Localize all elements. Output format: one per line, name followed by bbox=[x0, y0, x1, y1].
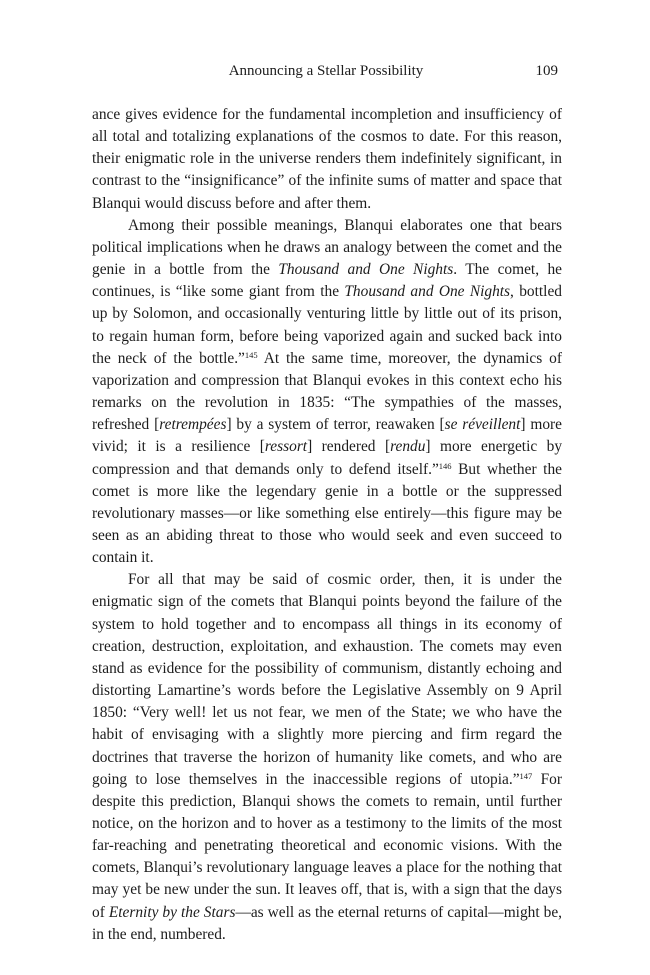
italic-text: Thousand and One Nights bbox=[278, 261, 454, 279]
paragraph bbox=[92, 569, 562, 946]
running-header bbox=[92, 60, 560, 82]
text-run: ] rendered [ bbox=[307, 438, 391, 456]
italic-text: Thousand and One Nights bbox=[344, 283, 511, 301]
text-run: But whether the comet is more like the legendary genie in a bottle or the suppressed revolutionary masses—or like something else entirely—this figure may be seen as an abiding threat to those who would seek and even succeed to contain it. bbox=[92, 460, 562, 567]
text-run: ] by a system of terror, reawaken [ bbox=[226, 416, 445, 434]
text-run: Among their possible meanings, Blanqui elaborates one that bears political implications when he draws an analogy between the comet and the genie in a bottle from the bbox=[92, 216, 562, 279]
italic-text: se réveillent bbox=[444, 416, 521, 434]
paragraph bbox=[92, 215, 562, 570]
italic-text: retrempées bbox=[159, 416, 227, 434]
body-text bbox=[92, 104, 562, 946]
text-run: , bottled up by Solomon, and occasionally venturing little by little out of its prison, to regain human form, before being vaporized again and sucked back into the neck of the bottle.” bbox=[92, 283, 562, 367]
italic-text: rendu bbox=[390, 438, 426, 456]
page-number: 109 bbox=[535, 63, 558, 79]
text-run: ] more energetic by compression and that demands only to defend itself.” bbox=[92, 438, 563, 478]
italic-text: ressort bbox=[264, 438, 308, 456]
footnote-marker: 145 bbox=[244, 349, 258, 360]
italic-text: Eternity by the Stars bbox=[108, 903, 236, 921]
footnote-marker: 146 bbox=[438, 460, 452, 471]
footnote-marker: 147 bbox=[519, 770, 533, 781]
text-run: For all that may be said of cosmic order, then, it is under the enigmatic sign of the comets that Blanqui points beyond the failure of the system to hold together and to encompass all things in its economy of creation, destruction, exploitation, and exhaustion. The comets may even stand as evidence for the possibility of communism, distantly echoing and distorting Lamartine’s words before the Legislative Assembly on 9 April 1850: “Very well! let us not fear, we men of the State; we who have the habit of envisaging with a slightly more piercing and firm regard the doctrines that traverse the horizon of humanity like comets, and who are going to lose themselves in the inaccessible regions of utopia.” bbox=[92, 571, 562, 788]
text-run: ] more vivid; it is a resilience [ bbox=[92, 416, 562, 456]
text-run: At the same time, moreover, the dynamics of vaporization and compression that Blanqui evokes in this context echo his remarks on the revolution in 1835: “The sympathies of the masses, refreshed [ bbox=[92, 349, 562, 434]
running-title: Announcing a Stellar Possibility bbox=[228, 63, 424, 79]
text-run: ance gives evidence for the fundamental incompletion and insufficiency of all total and totalizing explanations of the cosmos to date. For this reason, their enigmatic role in the universe renders them indefinitely significant, in contrast to the “insignificance” of the infinite sums of matter and space that Blanqui would discuss before and after them. bbox=[92, 106, 562, 212]
paragraph bbox=[92, 104, 562, 215]
text-run: . The comet, he continues, is “like some giant from the bbox=[92, 261, 562, 301]
text-run: —as well as the eternal returns of capital—might be, in the end, numbered. bbox=[92, 903, 563, 943]
text-run: For despite this prediction, Blanqui shows the comets to remain, until further notice, on the horizon and to hover as a testimony to the limits of the most far-reaching and penetrating theoretical and economic visions. With the comets, Blanqui’s revolutionary language leaves a place for the nothing that may yet be new under the sun. It leaves off, that is, with a sign that the days of bbox=[92, 770, 562, 921]
